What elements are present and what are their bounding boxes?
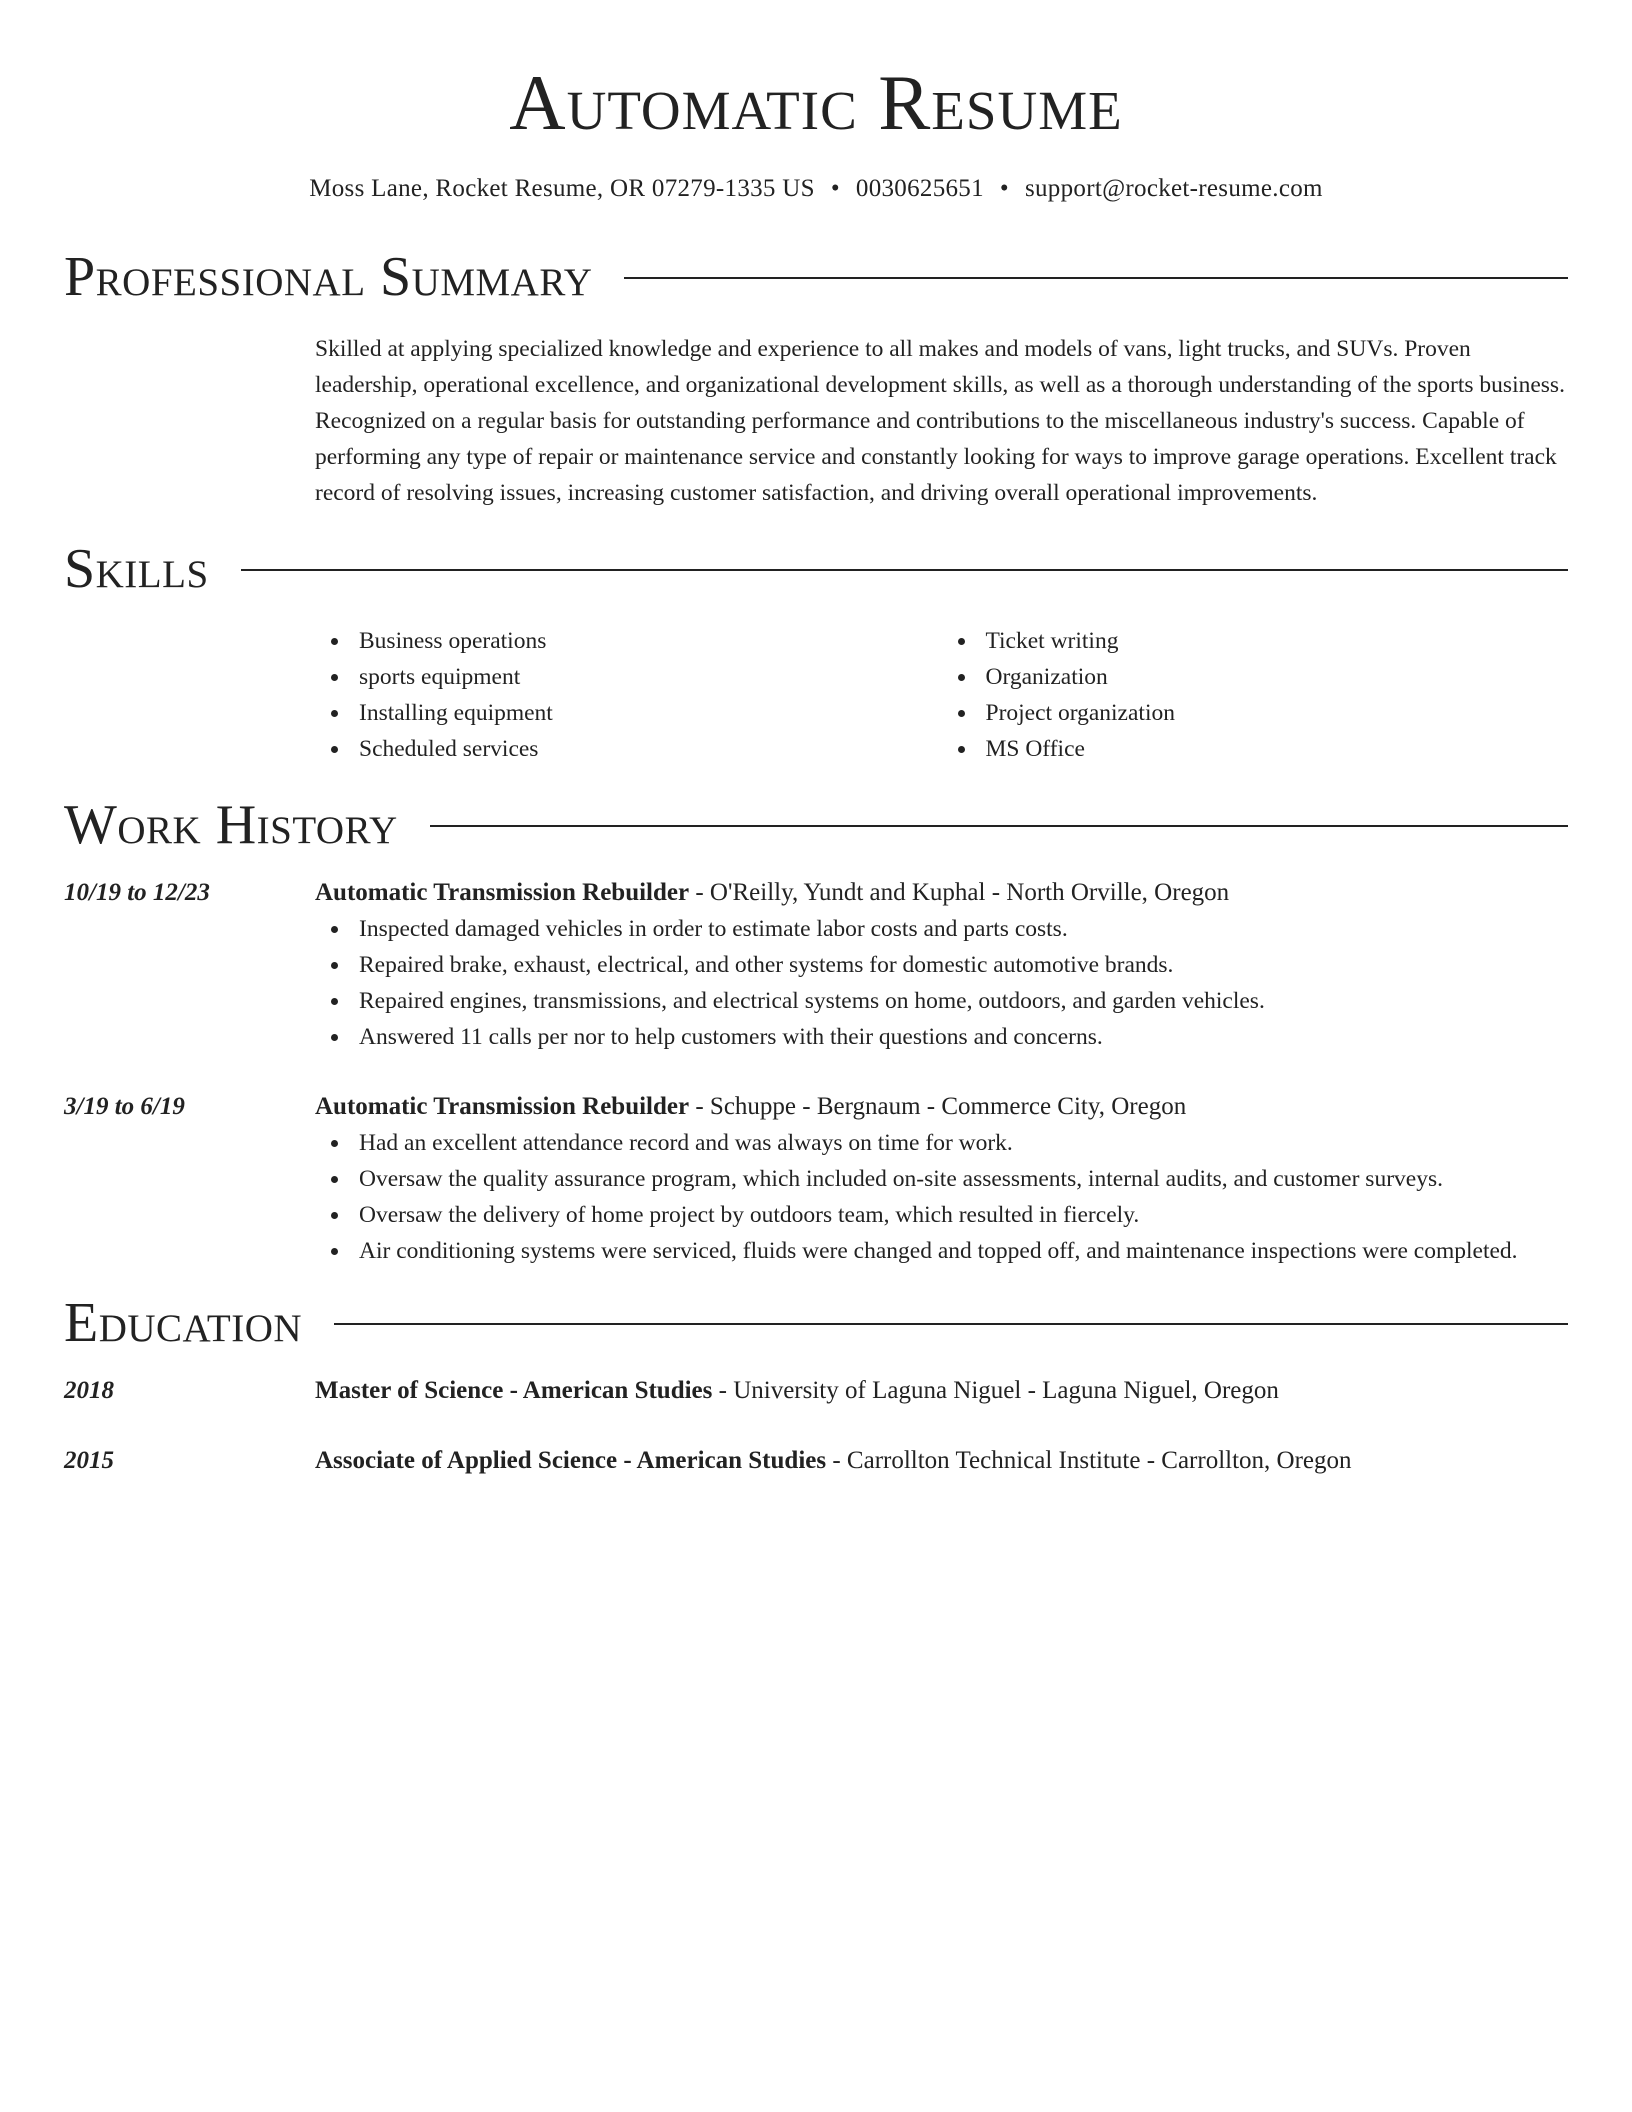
summary-section-header bbox=[64, 245, 1568, 309]
skill-item: Organization bbox=[942, 659, 1569, 695]
section-title-summary: Professional Summary bbox=[64, 246, 593, 308]
job-bullet: Oversaw the quality assurance program, which included on-site assessments, internal audits, and customer surveys. bbox=[315, 1161, 1568, 1197]
job-bullet: Oversaw the delivery of home project by outdoors team, which resulted in fiercely. bbox=[315, 1197, 1568, 1233]
education-entry bbox=[64, 1373, 1568, 1409]
separator-dot: • bbox=[830, 175, 840, 202]
education-year: 2015 bbox=[64, 1447, 114, 1474]
job-bullet: Had an excellent attendance record and was always on time for work. bbox=[315, 1125, 1568, 1161]
education-school-location: - Carrollton Technical Institute - Carrollton, Oregon bbox=[826, 1447, 1352, 1474]
skill-item: Ticket writing bbox=[942, 623, 1569, 659]
skill-item: MS Office bbox=[942, 731, 1569, 767]
section-title-work: Work History bbox=[64, 794, 398, 856]
contact-line bbox=[64, 173, 1568, 205]
job-position: Automatic Transmission Rebuilder bbox=[315, 879, 690, 906]
address: Moss Lane, Rocket Resume, OR 07279-1335 US bbox=[309, 175, 815, 202]
job-bullet: Air conditioning systems were serviced, fluids were changed and topped off, and maintenance inspections were completed. bbox=[315, 1233, 1568, 1269]
job-bullet: Repaired brake, exhaust, electrical, and other systems for domestic automotive brands. bbox=[315, 947, 1568, 983]
job-entry bbox=[64, 1089, 1568, 1269]
job-entry bbox=[64, 875, 1568, 1055]
skill-item: Project organization bbox=[942, 695, 1569, 731]
education-body bbox=[315, 1373, 1568, 1409]
job-body bbox=[315, 1089, 1568, 1269]
skills-row bbox=[64, 623, 1568, 767]
skill-item: Scheduled services bbox=[315, 731, 942, 767]
education-year: 2018 bbox=[64, 1377, 114, 1404]
education-school-location: - University of Laguna Niguel - Laguna Niguel, Oregon bbox=[712, 1377, 1279, 1404]
education-degree: Associate of Applied Science - American Studies bbox=[315, 1447, 827, 1474]
job-bullets bbox=[315, 1125, 1568, 1269]
email: support@rocket-resume.com bbox=[1024, 175, 1323, 202]
section-divider bbox=[624, 277, 1568, 279]
education-body bbox=[315, 1443, 1568, 1479]
education-entry bbox=[64, 1443, 1568, 1479]
summary-text: Skilled at applying specialized knowledge and experience to all makes and models of vans, light trucks, and SUVs. Proven leadership, operational excellence, and organizational development skills, as well as a thorough understanding of the sports business. Recognized on a regular basis for outstanding performance and contributions to the miscellaneous industry's success. Capable of performing any type of repair or maintenance service and constantly looking for ways to improve garage operations. Excellent track record of resolving issues, increasing customer satisfaction, and driving overall operational improvements. bbox=[315, 336, 1565, 506]
skills-left-spacer bbox=[64, 623, 315, 767]
job-bullet: Repaired engines, transmissions, and electrical systems on home, outdoors, and garden vehicles. bbox=[315, 983, 1568, 1019]
job-bullet: Inspected damaged vehicles in order to estimate labor costs and parts costs. bbox=[315, 911, 1568, 947]
resume-page bbox=[64, 0, 1568, 1479]
section-title-education: Education bbox=[64, 1292, 303, 1354]
skill-item: Business operations bbox=[315, 623, 942, 659]
education-degree: Master of Science - American Studies bbox=[315, 1377, 713, 1404]
section-title-skills: Skills bbox=[64, 538, 209, 600]
job-position: Automatic Transmission Rebuilder bbox=[315, 1093, 690, 1120]
job-employer-location: - Schuppe - Bergnaum - Commerce City, Oregon bbox=[689, 1093, 1187, 1120]
skills-column-1 bbox=[315, 623, 942, 767]
summary-row bbox=[64, 331, 1568, 511]
job-employer-location: - O'Reilly, Yundt and Kuphal - North Orville, Oregon bbox=[689, 879, 1230, 906]
work-section-header bbox=[64, 793, 1568, 857]
skills-section-header bbox=[64, 537, 1568, 601]
section-divider bbox=[241, 569, 1568, 571]
section-divider bbox=[430, 825, 1568, 827]
education-section-header bbox=[64, 1291, 1568, 1355]
skills-grid bbox=[315, 623, 1568, 767]
resume-name: Automatic Resume bbox=[509, 59, 1123, 146]
job-title-line bbox=[315, 1089, 1568, 1125]
job-dates: 3/19 to 6/19 bbox=[64, 1093, 185, 1120]
skill-item: Installing equipment bbox=[315, 695, 942, 731]
phone: 0030625651 bbox=[855, 175, 984, 202]
job-bullet: Answered 11 calls per nor to help customers with their questions and concerns. bbox=[315, 1019, 1568, 1055]
skill-item: sports equipment bbox=[315, 659, 942, 695]
skills-column-2 bbox=[942, 623, 1569, 767]
job-dates: 10/19 to 12/23 bbox=[64, 879, 210, 906]
separator-dot: • bbox=[999, 175, 1009, 202]
job-title-line bbox=[315, 875, 1568, 911]
job-body bbox=[315, 875, 1568, 1055]
section-divider bbox=[334, 1323, 1568, 1325]
summary-left-spacer bbox=[64, 331, 315, 511]
job-bullets bbox=[315, 911, 1568, 1055]
